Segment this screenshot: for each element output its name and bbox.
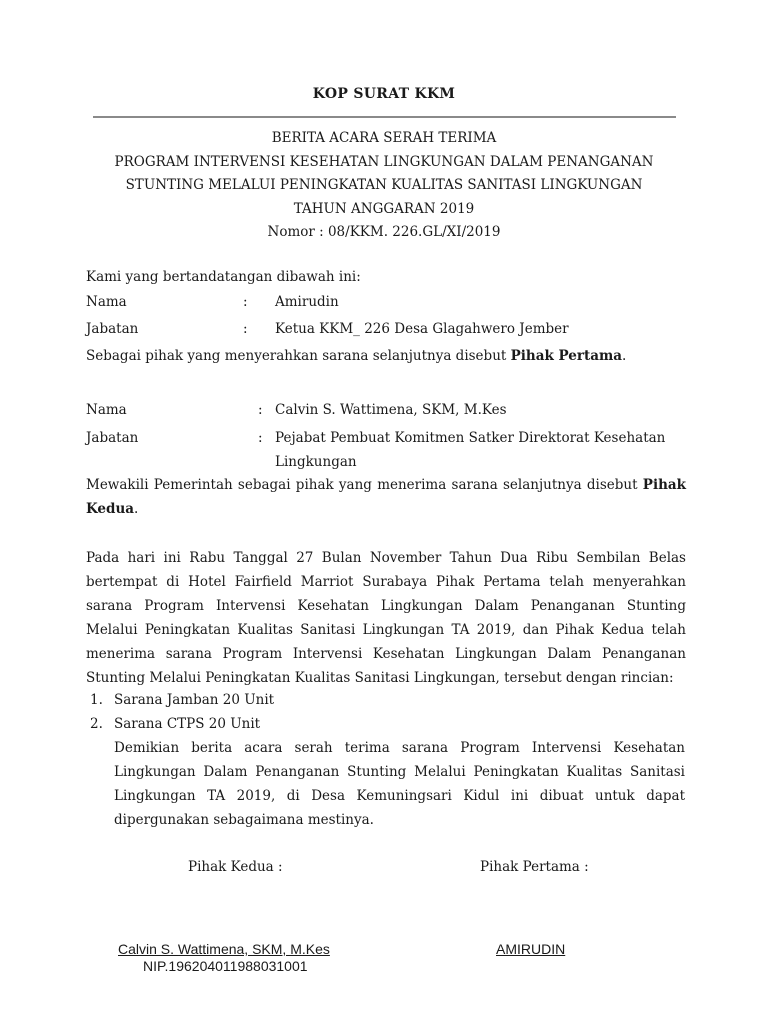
party-one-name: Amirudin [275,294,339,310]
party-one-statement [86,344,686,368]
party-two-section [86,397,686,474]
intro-text: Kami yang bertandatangan dibawah ini: [86,269,361,285]
document-number: Nomor : 08/KKM. 226.GL/XI/2019 [267,224,501,240]
field-colon: : [258,402,263,418]
list-item [90,712,274,736]
field-label: Jabatan [86,321,139,337]
statement-period: . [622,348,627,364]
title-line: BERITA ACARA SERAH TERIMA [271,130,497,146]
field-label: Jabatan [86,430,139,446]
party-two-position-row [86,424,686,474]
party-two-position: Pejabat Pembuat Komitmen Satker Direktorat Kesehatan Lingkungan [275,430,666,470]
party-two-name-row [86,397,686,424]
party-one-name-row [86,289,686,316]
item-list [90,688,274,736]
field-colon: : [243,321,248,337]
statement-text: Mewakili Pemerintah sebagai pihak yang menerima sarana selanjutnya disebut [86,477,643,493]
title-line: STUNTING MELALUI PENINGKATAN KUALITAS SANITASI LINGKUNGAN [125,177,643,193]
party-two-statement [86,473,686,521]
statement-text: Sebagai pihak yang menyerahkan sarana selanjutnya disebut [86,348,511,364]
party-two-designation: Pihak Kedua [86,477,686,517]
field-colon: : [243,294,248,310]
list-item [90,688,274,712]
header-divider [93,116,676,118]
party-one-designation: Pihak Pertama [510,348,623,364]
list-text: Sarana Jamban 20 Unit [114,692,275,708]
party-two-name: Calvin S. Wattimena, SKM, M.Kes [275,402,507,418]
closing-paragraph: Demikian berita acara serah terima sarana Program Intervensi Kesehatan Lingkungan Dalam Penanganan Stunting Melalui Peningkatan Kualitas Sanitasi Lingkungan TA 2019, di Desa Kemuningsari Kidul ini dibuat untuk dapat dipergunakan sebagaimana mestinya. [114,740,685,828]
party-one-position: Ketua KKM_ 226 Desa Glagahwero Jember [275,321,569,337]
party-one-signatory-name: AMIRUDIN [496,941,566,957]
list-text: Sarana CTPS 20 Unit [114,716,261,732]
letterhead-title: KOP SURAT KKM [312,86,456,102]
title-line: PROGRAM INTERVENSI KESEHATAN LINGKUNGAN DALAM PENANGANAN [114,153,654,170]
statement-period: . [134,501,139,517]
party-two-signature-label: Pihak Kedua : [188,859,283,875]
party-one-position-row [86,316,686,343]
field-label: Nama [86,402,127,418]
main-paragraph: Pada hari ini Rabu Tanggal 27 Bulan November Tahun Dua Ribu Sembilan Belas bertempat di Hotel Fairfield Marriot Surabaya Pihak Pertama telah menyerahkan sarana Program Intervensi Kesehatan Lingkungan Dalam Penanganan Stunting Melalui Peningkatan Kualitas Sanitasi Lingkungan TA 2019, dan Pihak Kedua telah menerima sarana Program Intervensi Kesehatan Lingkungan Dalam Penanganan Stunting Melalui Peningkatan Kualitas Sanitasi Lingkungan, tersebut dengan rincian: [86,550,686,686]
party-one-section [86,265,686,343]
field-label: Nama [86,294,127,310]
list-number: 1. [90,692,103,708]
document-title-block [0,127,768,245]
party-one-signature-label: Pihak Pertama : [480,859,589,875]
party-two-signatory-name: Calvin S. Wattimena, SKM, M.Kes [118,941,330,957]
party-two-nip: NIP.196204011988031001 [143,958,308,974]
title-line: TAHUN ANGGARAN 2019 [293,200,475,217]
list-number: 2. [90,716,103,732]
field-colon: : [258,430,263,446]
